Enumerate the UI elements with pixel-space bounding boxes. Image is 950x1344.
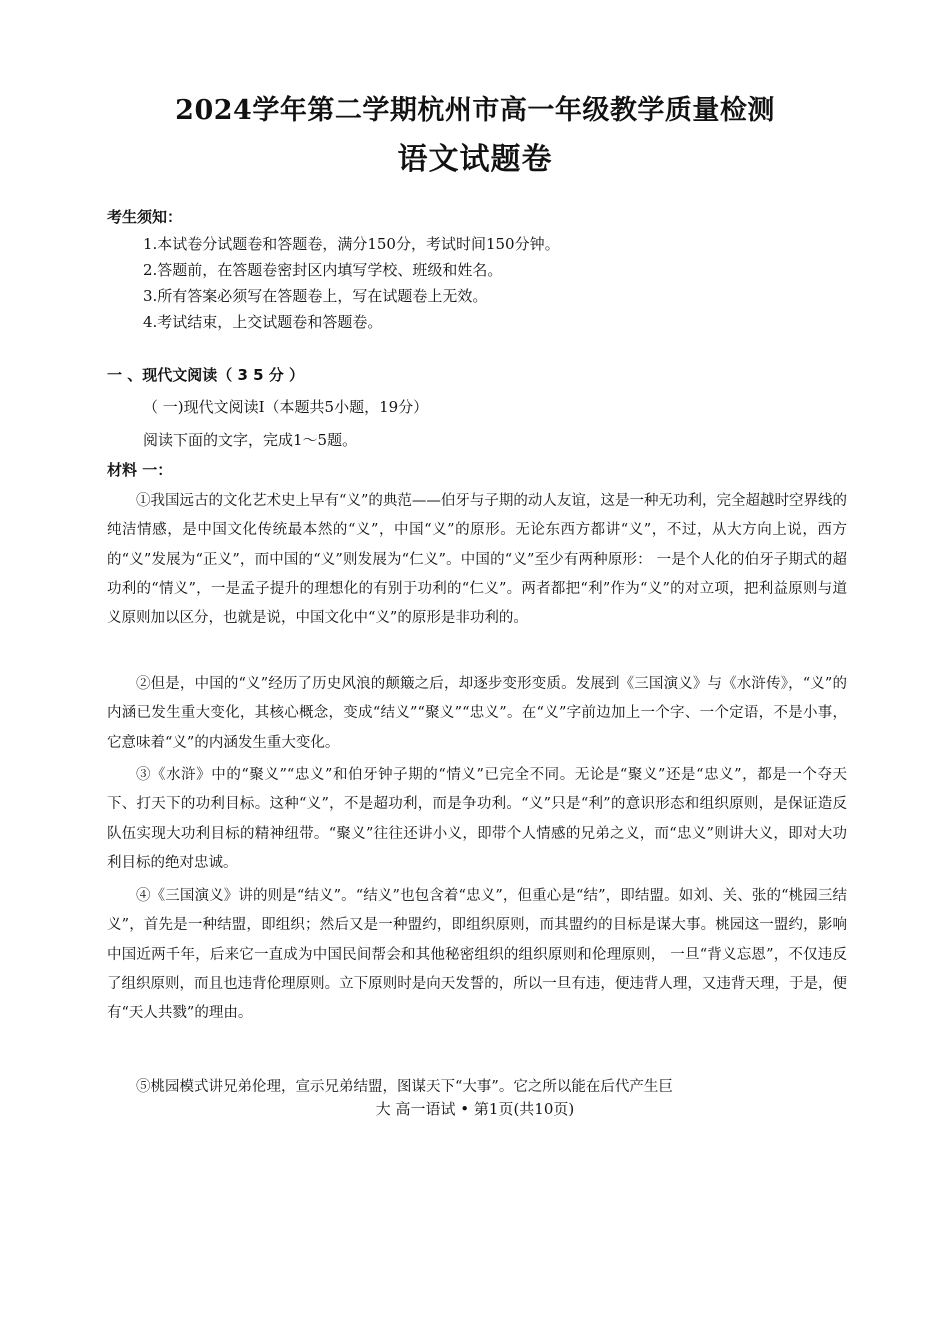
- notice-item-3: 3.所有答案必须写在答题卷上，写在试题卷上无效。: [143, 287, 488, 305]
- paragraph-1: ①我国远古的文化艺术史上早有“义”的典范——伯牙与子期的动人友谊，这是一种无功利，完全超越时空界线的纯洁情感，是中国文化传统最本然的“义”，中国“义”的原形。无论东西方都讲“义”，不过，从大方向上说，西方的“义”发展为“正义”，而中国的“义”则发展为“仁义”。中国的“义”至少有两种原形： 一是个人化的伯牙子期式的超功利的“情义”，一是孟子提升的理想化的有别于功利的“仁义”。两者都把“利”作为“义”的对立项，把利益原则与道义原则加以区分，也就是说，中国文化中“义”的原形是非功利的。: [107, 493, 847, 627]
- reading-instruction: 阅读下面的文字，完成1～5题。: [143, 431, 358, 449]
- section-heading: 一 、现代文阅读（ 3 5 分 ）: [107, 366, 304, 384]
- page-footer: 大 高一语试 • 第1页(共10页): [375, 1100, 575, 1118]
- material-label: 材料 一：: [107, 461, 173, 479]
- notice-heading: 考生须知：: [107, 208, 183, 226]
- exam-subtitle: 语文试题卷: [397, 142, 553, 177]
- paragraph-4: ④《三国演义》讲的则是“结义”。“结义”也包含着“忠义”，但重心是“结”，即结盟。如刘、关、张的“桃园三结义”，首先是一种结盟，即组织；然后又是一种盟约，即组织原则，而其盟约的目标是谋大事。桃园这一盟约，影响中国近两千年，后来它一直成为中国民间帮会和其他秘密组织的组织原则和伦理原则， 一旦“背义忘恩”，不仅违反了组织原则，而且也违背伦理原则。立下原则时是向天发誓的，所以一旦有违，便违背人理，又违背天理，于是，便有“天人共戮”的理由。: [107, 888, 847, 1022]
- section-sub-heading: （ 一)现代文阅读Ⅰ（本题共5小题，19分）: [143, 398, 429, 416]
- paragraph-3: ③《水浒》中的“聚义”“忠义”和伯牙钟子期的“情义”已完全不同。无论是“聚义”还是“忠义”，都是一个夺天下、打天下的功利目标。这种“义”，不是超功利，而是争功利。“义”只是“利”的意识形态和组织原则，是保证造反队伍实现大功利目标的精神纽带。“聚义”往往还讲小义，即带个人情感的兄弟之义，而“忠义”则讲大义，即对大功利目标的绝对忠诚。: [107, 767, 847, 871]
- notice-item-4: 4.考试结束，上交试题卷和答题卷。: [143, 313, 383, 331]
- notice-item-2: 2.答题前，在答题卷密封区内填写学校、班级和姓名。: [143, 261, 503, 279]
- paragraph-5: ⑤桃园模式讲兄弟伦理，宣示兄弟结盟，图谋天下“大事”。它之所以能在后代产生巨: [136, 1079, 673, 1095]
- notice-item-1: 1.本试卷分试题卷和答题卷，满分150分，考试时间150分钟。: [143, 235, 560, 253]
- exam-title: 2024学年第二学期杭州市高一年级教学质量检测: [175, 95, 775, 126]
- paragraph-2: ②但是，中国的“义”经历了历史风浪的颠簸之后，却逐步变形变质。发展到《三国演义》与《水浒传》，“义”的内涵已发生重大变化，其核心概念，变成“结义”“聚义”“忠义”。在“义”字前边加上一个字、一个定语，不是小事，它意味着“义”的内涵发生重大变化。: [107, 676, 847, 751]
